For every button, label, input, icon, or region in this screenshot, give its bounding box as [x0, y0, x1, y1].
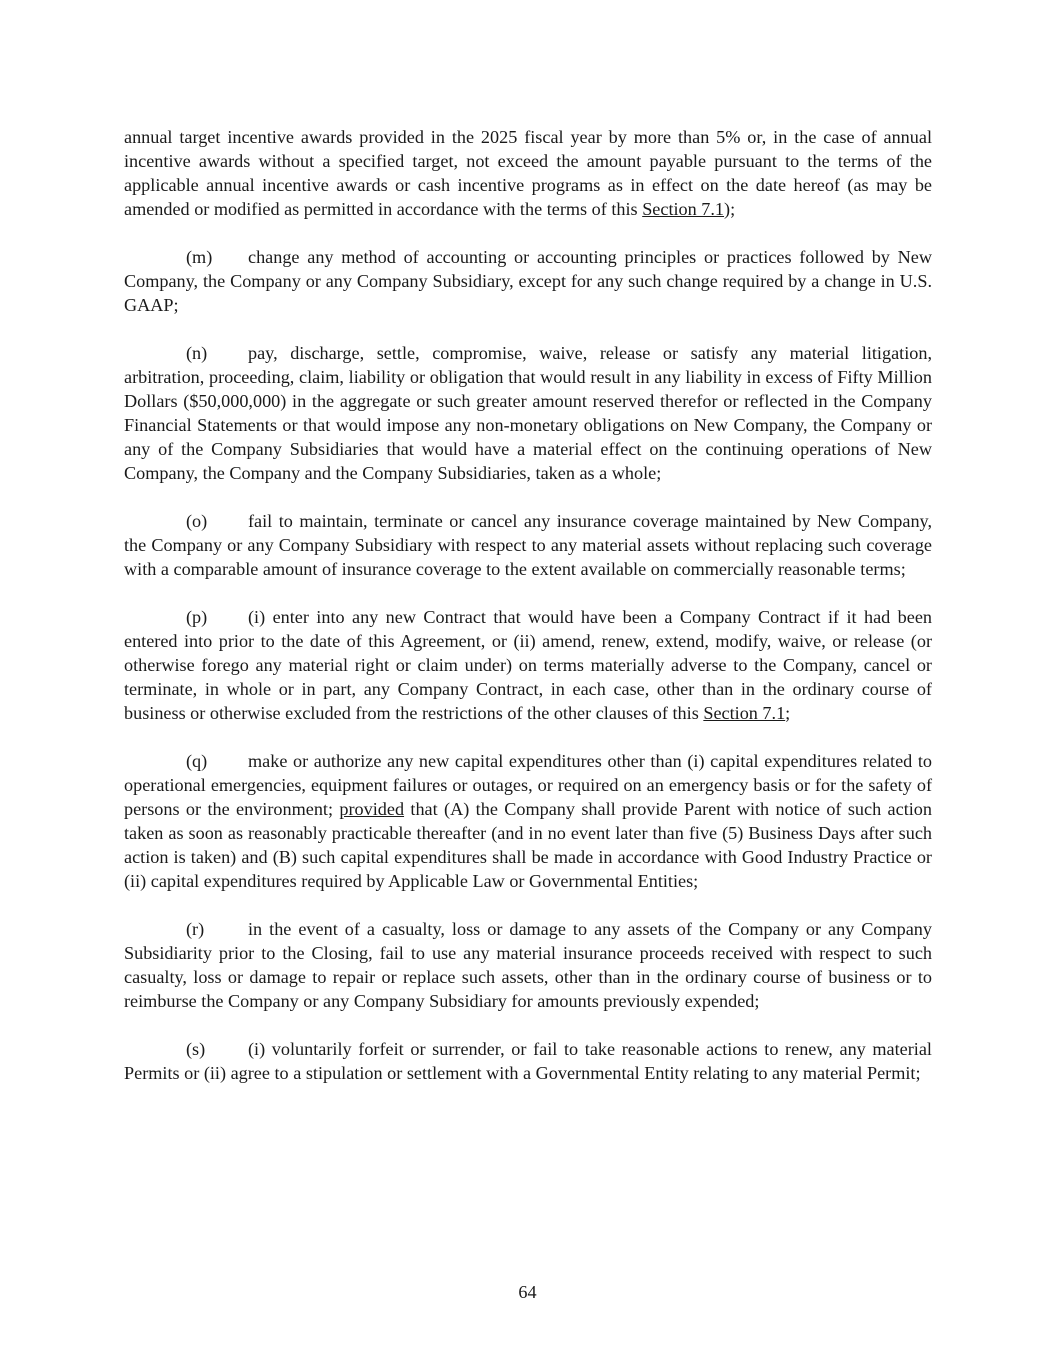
- paragraph-text: annual target incentive awards provided in the 2025 fiscal year by more than 5% or, in the case of annual incentive awards without a specified target, not exceed the amount payable pursuant to the terms of the applicable annual incentive awards or cash incentive programs as in effect on the date hereof (as may be amended or modified as permitted in accordance with the terms of this: [124, 127, 932, 219]
- provided-emphasis: provided: [339, 799, 405, 819]
- paragraph-n: [124, 341, 932, 485]
- clause-marker: (m): [186, 247, 213, 267]
- clause-marker: (s): [186, 1039, 206, 1059]
- section-reference: Section 7.1: [642, 199, 725, 219]
- paragraph-q: [124, 749, 932, 893]
- page-number: 64: [518, 1282, 537, 1302]
- paragraph-o: [124, 509, 932, 581]
- paragraph-text: make or authorize any new capital expenditures other than (i) capital expenditures related to operational emergencies, equipment failures or outages, or required on an emergency basis or for the safety of persons or the environment;: [124, 751, 932, 819]
- paragraph-r: [124, 917, 932, 1013]
- paragraph-s: [124, 1037, 932, 1085]
- clause-marker: (o): [186, 511, 208, 531]
- paragraph-text-continued: that (A) the Company shall provide Parent with notice of such action taken as soon as reasonably practicable thereafter (and in no event later than five (5) Business Days after such action is taken) and (B) such capital expenditures shall be made in accordance with Good Industry Practice or (ii) capital expenditures required by Applicable Law or Governmental Entities;: [124, 799, 932, 891]
- paragraph-text: (i) enter into any new Contract that would have been a Company Contract if it had been entered into prior to the date of this Agreement, or (ii) amend, renew, extend, modify, waive, or release (or otherwise forego any material right or claim under) on terms materially adverse to the Company, cancel or terminate, in whole or in part, any Company Contract, in each case, other than in the ordinary course of business or otherwise excluded from the restrictions of the other clauses of this: [124, 607, 932, 723]
- paragraph-m: [124, 245, 932, 317]
- paragraph-text: change any method of accounting or accounting principles or practices followed by New Company, the Company or any Company Subsidiary, except for any such change required by a change in U.S. GAAP;: [124, 247, 932, 315]
- paragraph-text: pay, discharge, settle, compromise, waive, release or satisfy any material litigation, arbitration, proceeding, claim, liability or obligation that would result in any liability in excess of Fifty Million Dollars ($50,000,000) in the aggregate or such greater amount reserved therefor or reflected in the Company Financial Statements or that would impose any non-monetary obligations on New Company, the Company or any of the Company Subsidiaries that would have a material effect on the continuing operations of New Company, the Company and the Company Subsidiaries, taken as a whole;: [124, 343, 932, 483]
- clause-marker: (p): [186, 607, 208, 627]
- paragraph-tail: );: [724, 199, 736, 219]
- paragraph-p: [124, 605, 932, 725]
- paragraph-text: (i) voluntarily forfeit or surrender, or fail to take reasonable actions to renew, any material Permits or (ii) agree to a stipulation or settlement with a Governmental Entity relating to any material Permit;: [124, 1039, 932, 1083]
- paragraph-tail: ;: [785, 703, 791, 723]
- clause-marker: (r): [186, 919, 205, 939]
- paragraph-text: fail to maintain, terminate or cancel any insurance coverage maintained by New Company, the Company or any Company Subsidiary with respect to any material assets without replacing such coverage with a comparable amount of insurance coverage to the extent available on commercially reasonable terms;: [124, 511, 932, 579]
- clause-marker: (n): [186, 343, 208, 363]
- clause-marker: (q): [186, 751, 208, 771]
- paragraph-intro: [124, 125, 932, 221]
- section-reference: Section 7.1: [703, 703, 786, 723]
- paragraph-text: in the event of a casualty, loss or damage to any assets of the Company or any Company Subsidiarity prior to the Closing, fail to use any material insurance proceeds received with respect to such casualty, loss or damage to repair or replace such assets, other than in the ordinary course of business or to reimburse the Company or any Company Subsidiary for amounts previously expended;: [124, 919, 932, 1011]
- document-body: [124, 125, 932, 1085]
